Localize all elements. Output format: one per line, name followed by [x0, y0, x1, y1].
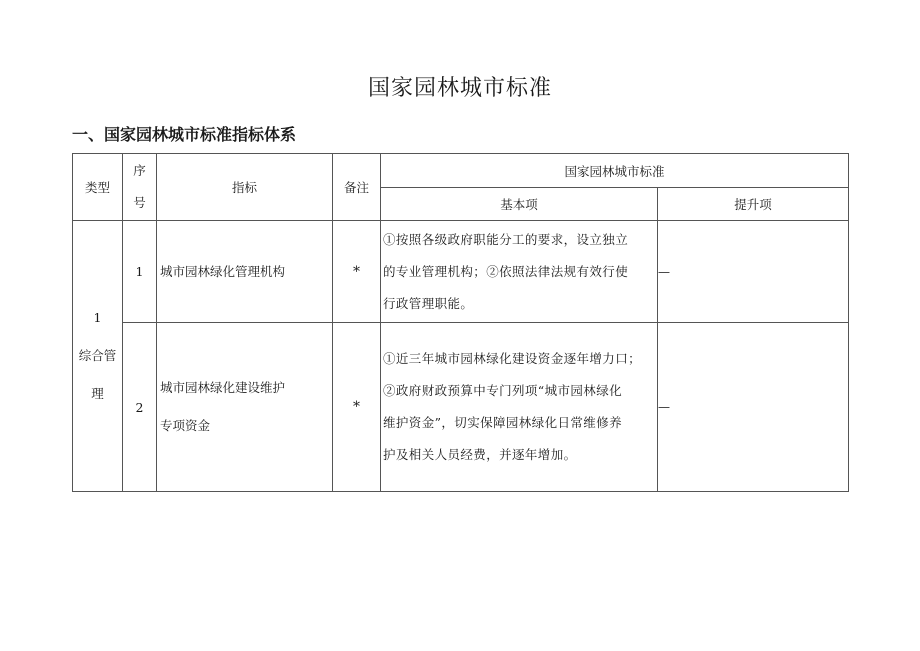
basic-line: ①近三年城市园林绿化建设资金逐年增力口； [383, 351, 642, 366]
row-seq: 2 [123, 323, 157, 492]
standards-table [72, 153, 849, 492]
group-number: 1 [93, 310, 102, 325]
basic-line: 行政管理职能。 [383, 295, 474, 311]
header-indicator [157, 154, 333, 221]
header-type [73, 154, 123, 221]
basic-line: ①按照各级政府职能分工的要求，设立独立 [383, 231, 629, 247]
header-type-label: 类型 [84, 180, 110, 195]
basic-line: 维护资金”，切实保障园林绿化日常维修养 [383, 415, 622, 430]
row-indicator-line: 专项资金 [160, 418, 211, 433]
row-indicator [157, 323, 333, 492]
header-seq-bottom: 号 [133, 195, 146, 210]
row-advanced [658, 221, 849, 323]
basic-line: 护及相关人员经费，并逐年增加。 [383, 447, 577, 462]
header-note-label: 备注 [343, 180, 369, 195]
header-standard [381, 154, 849, 188]
header-standard-label: 国家园林城市标准 [564, 163, 665, 179]
row-basic-requirement [381, 323, 658, 492]
group-type-cell [73, 221, 123, 492]
row-note: * [333, 323, 381, 492]
header-basic-label: 基本项 [500, 197, 538, 212]
table-row [73, 323, 849, 492]
section-heading: 一、国家园林城市标准指标体系 [72, 125, 297, 144]
advanced-dash: — [658, 264, 670, 279]
row-advanced [658, 323, 849, 492]
header-seq-top: 序 [133, 163, 146, 178]
document-title: 国家园林城市标准 [367, 76, 552, 101]
header-note [333, 154, 381, 221]
header-advanced [658, 188, 849, 221]
row-indicator [157, 221, 333, 323]
group-name-line1: 综合管 [78, 348, 117, 363]
advanced-dash: — [658, 400, 670, 414]
basic-line: 的专业管理机构；②依照法律法规有效行使 [383, 263, 629, 279]
table-row [73, 221, 849, 323]
row-indicator-line: 城市园林绿化建设维护 [160, 380, 286, 395]
row-basic-requirement [381, 221, 658, 323]
group-name-line2: 理 [91, 386, 104, 401]
header-basic [381, 188, 658, 221]
row-indicator-line: 城市园林绿化管理机构 [160, 263, 286, 279]
row-note: * [333, 221, 381, 323]
basic-line: ②政府财政预算中专门列项“城市园林绿化 [383, 383, 622, 398]
header-row-1 [73, 154, 849, 188]
header-seq [123, 154, 157, 221]
header-indicator-label: 指标 [231, 180, 257, 195]
row-seq: 1 [123, 221, 157, 323]
header-advanced-label: 提升项 [734, 197, 772, 212]
